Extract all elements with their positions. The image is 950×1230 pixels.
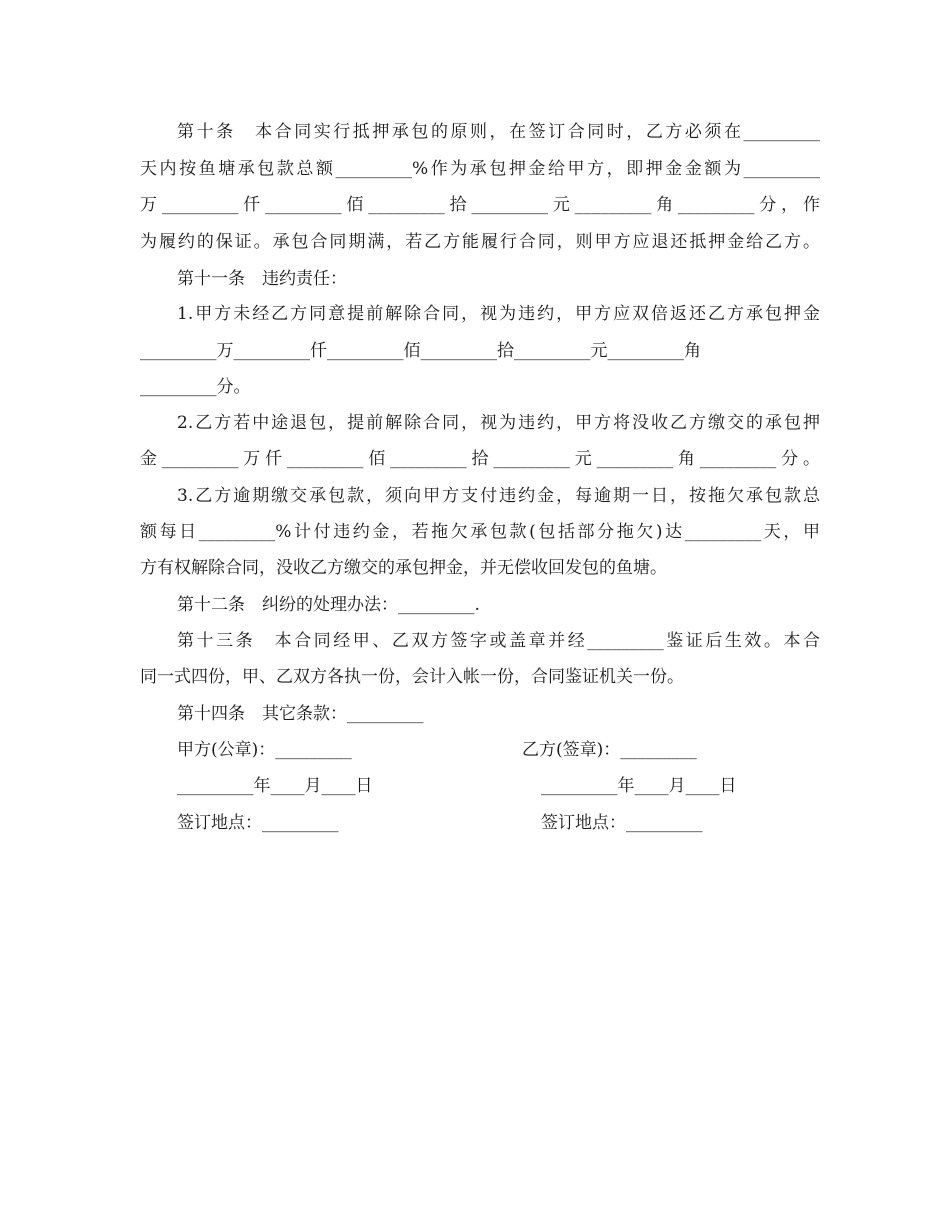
article-10-line-1: 第十条 本合同实行抵押承包的原则，在签订合同时，乙方必须在_________ [177,122,820,142]
article-11-item-2-line-1: 2.乙方若中途退包，提前解除合同，视为违约，甲方将没收乙方缴交的承包押 [177,413,820,433]
article-11-item-1-line-3: _________分。 [140,377,251,397]
article-13-line-1: 第十三条 本合同经甲、乙双方签字或盖章并经_________鉴证后生效。本合 [177,631,820,651]
article-10-line-4: 为履约的保证。承包合同期满，若乙方能履行合同，则甲方应退还抵押金给乙方。 [140,232,820,252]
article-11-item-2-line-2: 金_________万仟_________佰_________拾_________元_________角_________分。 [140,449,820,469]
party-b-signature: 乙方(签章)：_________ [522,740,697,760]
article-11-item-3-line-3: 方有权解除合同，没收乙方缴交的承包押金，并无偿收回发包的鱼塘。 [140,558,667,578]
party-b-signing-place: 签订地点：_________ [541,813,703,833]
article-13-line-2: 同一式四份，甲、乙双方各执一份，会计入帐一份，合同鉴证机关一份。 [140,667,684,687]
article-11-item-1-line-1: 1.甲方未经乙方同意提前解除合同，视为违约，甲方应双倍返还乙方承包押金 [177,304,820,324]
article-11-item-1-line-2: _________万_________仟_________佰_________拾_________元_________角 [140,341,701,361]
article-14: 第十四条 其它条款：_________ [177,704,424,724]
party-a-signing-place: 签订地点：_________ [177,813,339,833]
article-12: 第十二条 纠纷的处理办法：_________. [177,595,480,615]
article-11-title: 第十一条 违约责任： [177,269,347,289]
party-b-date: _________年____月____日 [541,776,737,796]
party-a-seal: 甲方(公章)：_________ [177,740,352,760]
article-11-item-3-line-2: 额每日_________%计付违约金，若拖欠承包款(包括部分拖欠)达_________天，甲 [140,522,820,542]
article-10-line-3: 万_________仟_________佰_________拾_________元_________角_________分，作 [140,195,820,215]
party-a-date: _________年____月____日 [177,776,373,796]
article-11-item-3-line-1: 3.乙方逾期缴交承包款，须向甲方支付违约金，每逾期一日，按拖欠承包款总 [177,486,820,506]
article-10-line-2: 天内按鱼塘承包款总额_________%作为承包押金给甲方，即押金金额为_________ [140,159,820,179]
